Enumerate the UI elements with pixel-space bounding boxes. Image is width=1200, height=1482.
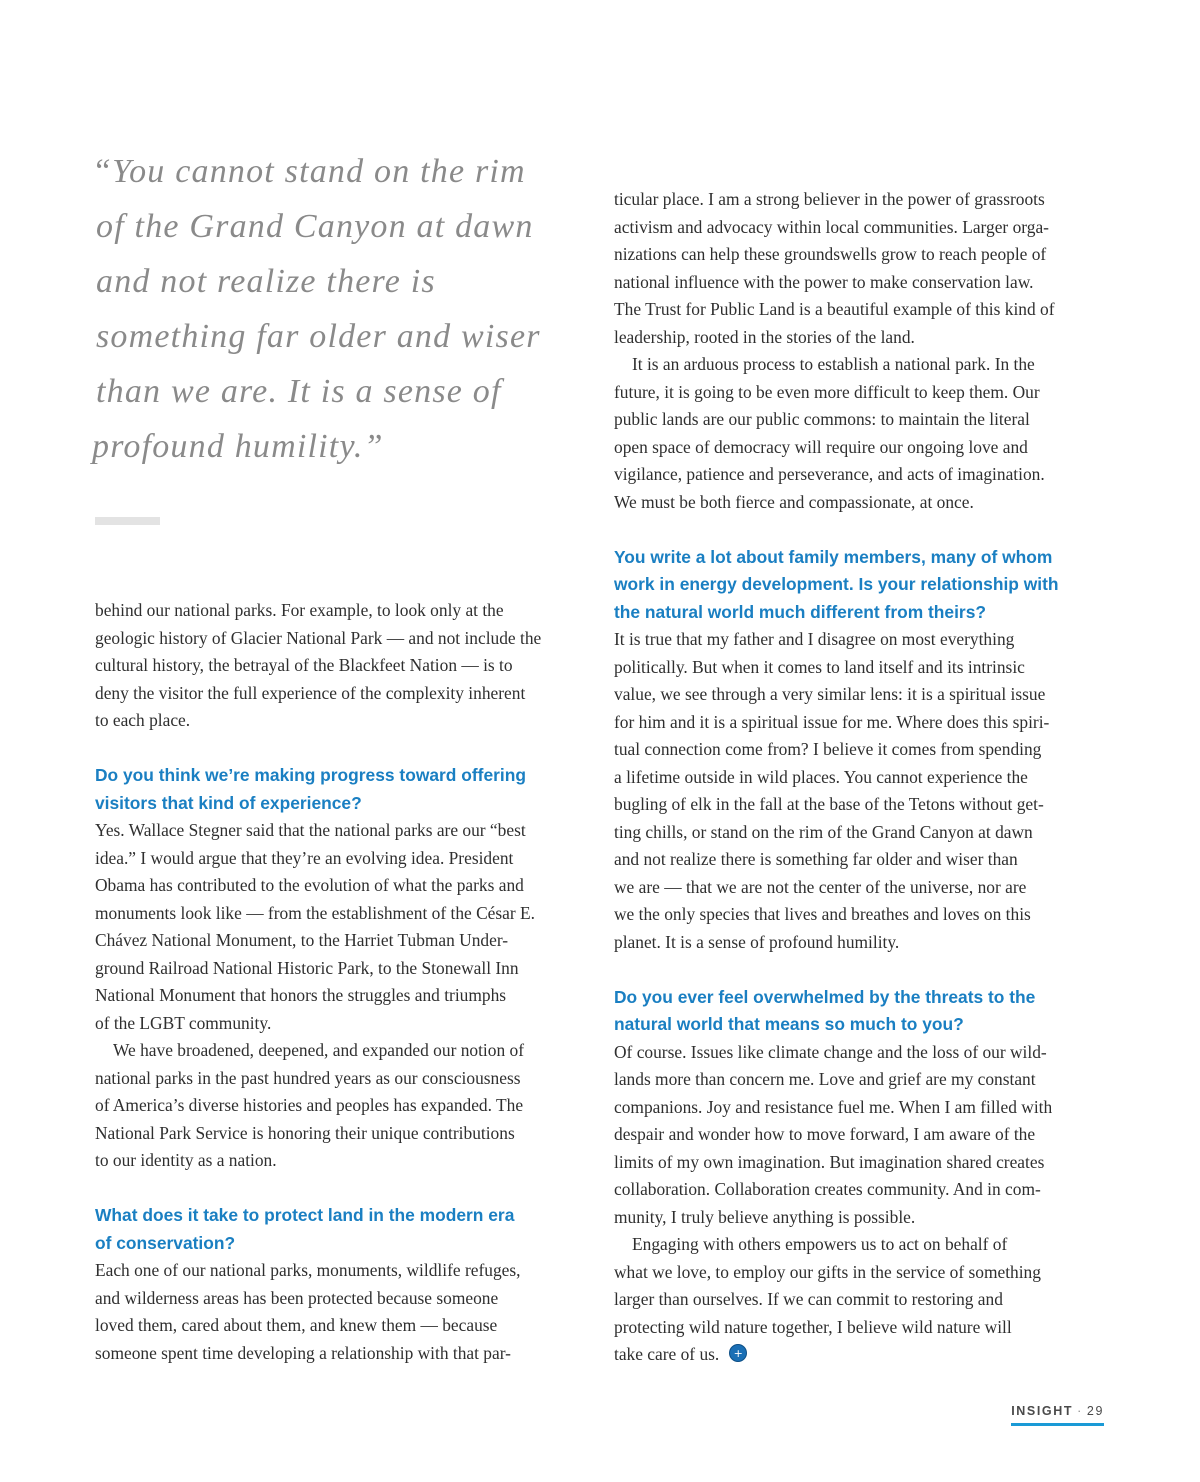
text-line: of America’s diverse histories and peoples has expanded. The (95, 1095, 524, 1115)
text-line (614, 1341, 1110, 1369)
answer-paragraph (614, 1231, 1110, 1369)
text-line: Of course. Issues like climate change and the loss of our wild- (614, 1041, 1047, 1062)
text-line: monuments look like — from the establishment of the César E. (95, 902, 535, 923)
text-line: planet. It is a sense of profound humility. (614, 931, 900, 952)
question-line: You write a lot about family members, many of whom (614, 546, 1053, 567)
text-line: Yes. Wallace Stegner said that the national parks are our “best (95, 820, 526, 840)
question-line: visitors that kind of experience? (95, 792, 362, 813)
text-line: a lifetime outside in wild places. You cannot experience the (614, 766, 1028, 787)
left-column (95, 597, 591, 1367)
text-line: Engaging with others empowers us to act on behalf of (632, 1234, 1008, 1254)
question-line: What does it take to protect land in the modern era (95, 1205, 515, 1225)
answer-paragraph (614, 1039, 1110, 1232)
text-line: to our identity as a nation. (95, 1150, 277, 1170)
text-line: ticular place. I am a strong believer in the power of grassroots (614, 189, 1045, 209)
text-line: Chávez National Monument, to the Harriet Tubman Under- (95, 930, 509, 950)
text-line: munity, I truly believe anything is possible. (614, 1206, 916, 1227)
text-line: value, we see through a very similar lens: it is a spiritual issue (614, 684, 1046, 704)
final-line-text: take care of us. (614, 1344, 720, 1364)
text-line: to each place. (95, 710, 191, 730)
pull-quote-line: and not realize there is (96, 263, 436, 300)
interview-question (95, 762, 591, 817)
text-line: ground Railroad National Historic Park, to the Stonewall Inn (95, 957, 519, 978)
text-line: national influence with the power to make conservation law. (614, 271, 1034, 292)
text-line: ting chills, or stand on the rim of the Grand Canyon at dawn (614, 821, 1033, 842)
text-line: behind our national parks. For example, to look only at the (95, 600, 504, 620)
page-folio (1011, 1404, 1104, 1426)
answer-paragraph (95, 1257, 591, 1367)
pull-quote-line: profound humility.” (92, 428, 384, 465)
question-line: Do you ever feel overwhelmed by the threats to the (614, 986, 1036, 1007)
question-line: of conservation? (95, 1232, 236, 1253)
right-column (614, 186, 1110, 1369)
pull-quote-line: than we are. It is a sense of (96, 373, 502, 410)
text-line: public lands are our public commons: to maintain the literal (614, 409, 1030, 429)
text-line: companions. Joy and resistance fuel me. When I am filled with (614, 1096, 1053, 1117)
interview-question (614, 544, 1110, 627)
end-of-article-icon: + (729, 1344, 747, 1362)
text-line: of the LGBT community. (95, 1012, 272, 1033)
pull-quote-line: of the Grand Canyon at dawn (96, 208, 534, 245)
text-line: cultural history, the betrayal of the Blackfeet Nation — is to (95, 655, 513, 675)
interview-question (95, 1202, 591, 1257)
text-line: The Trust for Public Land is a beautiful example of this kind of (614, 299, 1055, 319)
text-line: for him and it is a spiritual issue for me. Where does this spiri- (614, 711, 1050, 732)
text-line: It is true that my father and I disagree on most everything (614, 629, 1015, 649)
pull-quote-divider (95, 517, 160, 525)
text-line: idea.” I would argue that they’re an evolving idea. President (95, 847, 514, 868)
text-line: we the only species that lives and breathes and loves on this (614, 904, 1031, 924)
text-line: bugling of elk in the fall at the base of the Tetons without get- (614, 794, 1044, 814)
pull-quote-line: something far older and wiser (96, 318, 541, 355)
text-line: Obama has contributed to the evolution of what the parks and (95, 875, 524, 895)
text-line: nizations can help these groundswells grow to reach people of (614, 244, 1047, 264)
folio-separator: · (1077, 1404, 1083, 1418)
text-line: and wilderness areas has been protected because someone (95, 1287, 499, 1308)
text-line: leadership, rooted in the stories of the land. (614, 326, 915, 347)
text-line: vigilance, patience and perseverance, and acts of imagination. (614, 464, 1045, 484)
text-line: We must be both fierce and compassionate, at once. (614, 491, 974, 512)
text-line: limits of my own imagination. But imagination shared creates (614, 1151, 1045, 1172)
body-paragraph (614, 351, 1110, 516)
text-line: Each one of our national parks, monuments, wildlife refuges, (95, 1260, 521, 1280)
publication-name: INSIGHT (1011, 1404, 1074, 1418)
text-line: future, it is going to be even more difficult to keep them. Our (614, 381, 1040, 402)
text-line: collaboration. Collaboration creates community. And in com- (614, 1179, 1041, 1199)
text-line: and not realize there is something far older and wiser than (614, 849, 1018, 869)
text-line: tual connection come from? I believe it comes from spending (614, 739, 1042, 759)
text-line: loved them, cared about them, and knew them — because (95, 1315, 498, 1335)
question-line: natural world that means so much to you? (614, 1014, 964, 1034)
text-line: someone spent time developing a relationship with that par- (95, 1342, 511, 1363)
answer-paragraph (95, 1037, 591, 1175)
question-line: Do you think we’re making progress toward offering (95, 765, 526, 785)
text-line: larger than ourselves. If we can commit to restoring and (614, 1289, 1003, 1309)
text-line: It is an arduous process to establish a national park. In the (632, 354, 1035, 374)
question-line: the natural world much different from theirs? (614, 601, 986, 622)
answer-paragraph (614, 626, 1110, 956)
text-line: protecting wild nature together, I believe wild nature will (614, 1316, 1012, 1337)
text-line: open space of democracy will require our ongoing love and (614, 436, 1028, 457)
text-line: National Park Service is honoring their unique contributions (95, 1122, 515, 1143)
text-line: politically. But when it comes to land itself and its intrinsic (614, 656, 1025, 677)
pull-quote-line: “You cannot stand on the rim (92, 153, 526, 190)
text-line: lands more than concern me. Love and grief are my constant (614, 1069, 1036, 1089)
text-line: deny the visitor the full experience of the complexity inherent (95, 682, 526, 703)
page-number: 29 (1086, 1404, 1104, 1418)
text-line: national parks in the past hundred years as our consciousness (95, 1067, 521, 1088)
text-line: activism and advocacy within local communities. Larger orga- (614, 216, 1049, 237)
pull-quote (92, 144, 552, 474)
text-line: National Monument that honors the struggles and triumphs (95, 985, 507, 1005)
text-line: what we love, to employ our gifts in the service of something (614, 1261, 1041, 1282)
answer-paragraph (95, 817, 591, 1037)
text-line: despair and wonder how to move forward, I am aware of the (614, 1124, 1036, 1144)
text-line: geologic history of Glacier National Park — and not include the (95, 627, 542, 648)
text-line: We have broadened, deepened, and expanded our notion of (113, 1040, 524, 1060)
interview-question (614, 984, 1110, 1039)
text-line: we are — that we are not the center of the universe, nor are (614, 876, 1027, 897)
question-line: work in energy development. Is your relationship with (614, 574, 1059, 594)
body-paragraph (95, 597, 591, 735)
body-paragraph (614, 186, 1110, 351)
